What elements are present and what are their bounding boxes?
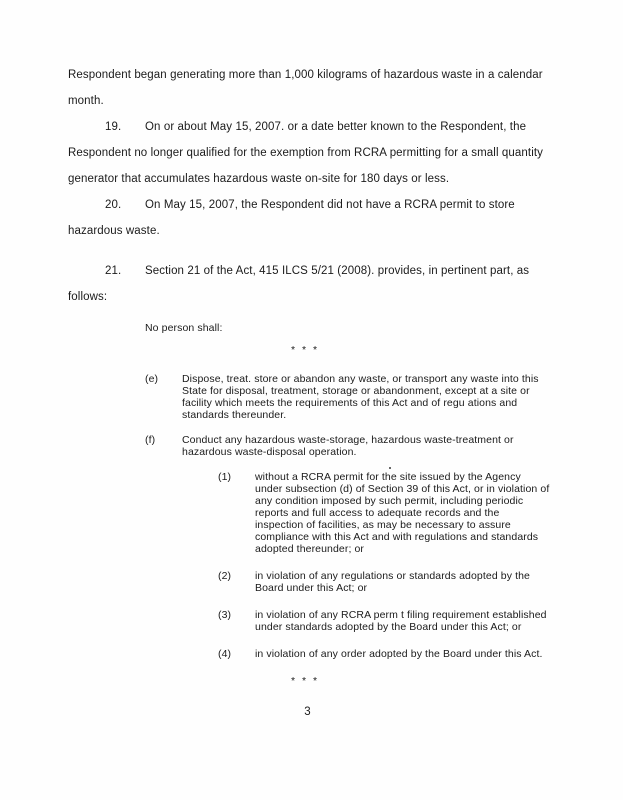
quote-subitem-text: in violation of any regulations or standards adopted by the Board under this Act; or — [255, 570, 530, 594]
asterisk-separator-bottom: * * * — [290, 675, 320, 687]
quote-intro: No person shall: — [145, 322, 223, 334]
paragraph-number: 19. — [105, 121, 122, 133]
statute-quote-block — [145, 322, 550, 687]
paragraph-text: On or about May 15, 2007. or a date better known to the Respondent, the Respondent no longer qualified for the exemption from RCRA permitting for a small quantity generator that accumulates hazardous waste on-site for 180 days or less. — [68, 121, 543, 185]
paragraph-text: Section 21 of the Act, 415 ILCS 5/21 (2008). provides, in pertinent part, as follows: — [68, 265, 530, 303]
paragraph-18-continuation — [68, 62, 550, 114]
quote-subitem-text: without a RCRA permit for the site issued by the Agency under subsection (d) of Section 39 of this Act, or in violation of any condition imposed by such permit, including periodic reports and full access to adequate records and the inspection of facilities, as may be necessary to assure compliance with this Act and with regulations and standards adopted thereunder; or — [255, 471, 550, 555]
quote-subitem-4 — [218, 648, 550, 660]
paragraph-text: On May 15, 2007, the Respondent did not have a RCRA permit to store hazardous waste. — [68, 199, 515, 237]
quote-item-label: (f) — [145, 434, 156, 446]
paragraph-number: 21. — [105, 265, 122, 277]
quote-subitem-text: in violation of any RCRA perm t filing requirement established under standards adopted by the Board under this Act; or — [255, 609, 547, 633]
quote-item-text: Conduct any hazardous waste-storage, hazardous waste-treatment or hazardous waste-disposal operation. — [182, 434, 514, 458]
quote-item-label: (e) — [145, 373, 159, 385]
page-number: 3 — [304, 706, 311, 718]
quote-subitem-2 — [218, 570, 550, 594]
quote-subitem-1 — [218, 471, 550, 555]
paragraph-20 — [68, 192, 550, 244]
document-body — [68, 62, 550, 687]
scan-artifact-dot — [389, 467, 391, 469]
quote-subitem-label: (4) — [218, 648, 232, 660]
paragraph-19 — [68, 114, 550, 192]
paragraph-21 — [68, 258, 550, 310]
quote-subitem-label: (2) — [218, 570, 232, 582]
asterisk-separator-top: * * * — [290, 344, 320, 356]
quote-subitem-text: in violation of any order adopted by the Board under this Act. — [255, 648, 543, 660]
quote-subitem-label: (3) — [218, 609, 232, 621]
quote-subitem-3 — [218, 609, 550, 633]
paragraph-text: Respondent began generating more than 1,000 kilograms of hazardous waste in a calendar month. — [68, 69, 543, 107]
quote-item-f — [145, 434, 550, 458]
quote-subitem-label: (1) — [218, 471, 232, 483]
quote-item-text: Dispose, treat. store or abandon any waste, or transport any waste into this State for disposal, treatment, storage or abandonment, except at a site or facility which meets the requirements of this Act and of regu ations and standards thereunder. — [182, 373, 539, 421]
quote-subitems — [218, 471, 550, 660]
quote-item-e — [145, 373, 550, 421]
paragraph-number: 20. — [105, 199, 122, 211]
